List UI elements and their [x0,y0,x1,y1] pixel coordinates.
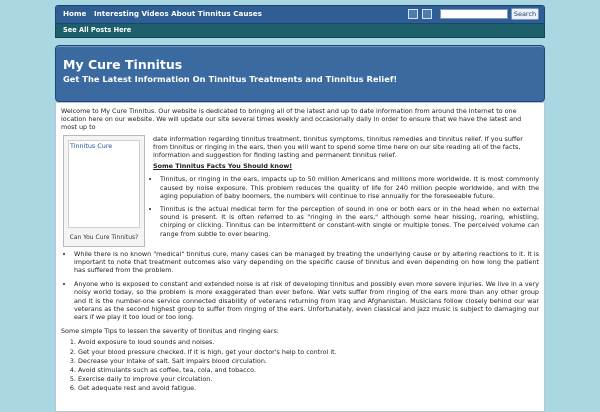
more-facts-list [61,250,539,322]
site-title[interactable]: My Cure Tinnitus [63,57,183,72]
intro-paragraph: Welcome to My Cure Tinnitus. Our website is dedicated to bringing all of the latest and up to date information from around the Internet to one location here on our website. We will update our site several times weekly and occasionally daily in order to ensure that we have the latest and most up to [61,107,522,132]
tip-item: 5. Exercise daily to improve your circulation. [78,375,539,383]
feed-icon[interactable] [422,9,432,19]
tips-intro: Some simple Tips to lessen the severity of tinnitus and ringing ears: [61,327,279,336]
tip-item: 4. Avoid stimulants such as coffee, tea, cola, and tobacco. [78,366,539,374]
facts-list [152,175,539,237]
site-header [55,45,545,102]
image-caption: Can You Cure Tinnitus? [69,234,139,242]
image-link[interactable]: Tinnitus Cure [70,141,113,150]
fact-item: • Tinnitus is the actual medical term for the perception of sound in one or both ears or in the head when no external sound is present. It is often referred to as "ringing in the ears," although some hear hissing, roaring, whistling, chirping or clicking. Tinnitus can be intermittent or constant-with single or multiple tones. The perceived volume can range from subtle to over bearing. [160,205,539,238]
article-image[interactable] [63,135,145,247]
image-placeholder [68,140,140,228]
search-input[interactable] [440,9,508,19]
intro-paragraph-continued: date information regarding tinnitus treatment, tinnitus symptoms, tinnitus remedies and tinnitus relief. If you suffer from tinnitus or ringing in the ears, then you will want to spend some time here on our site reading all of the facts, information and suggestion for finding lasting and permanent tinnitus relief. [153,134,523,160]
site-tagline: Get The Latest Information On Tinnitus Treatments and Tinnitus Relief! [63,74,398,84]
fact-item: • Anyone who is exposed to constant and extended noise is at risk of developing tinnitus and possibly even more severe injuries. We live in a very noisy world today, so the problem is more exaggerated than ever before. War vets suffer from ringing of the ears more than any other group and it is the number-one service connected disability of veterans returning from Iraq and Afghanistan. Musicians follow closely behind our war veterans as the second highest group to suffer from ringing of the ears. Unfortunately, even classical and jazz music is subject to damaging our ears if we play it too loud or too long. [74,280,539,321]
tip-item: 1. Avoid exposure to loud sounds and noises. [78,338,539,346]
fact-item: • While there is no known "medical" tinnitus cure, many cases can be managed by treating the underlying cause or by altering reactions to it. It is important to note that treatment outcomes also vary depending on the specific cause of tinnitus and even depending on how long the patient has suffered from the problem. [74,250,539,275]
fact-item: • Tinnitus, or ringing in the ears, impacts up to 50 million Americans and millions more worldwide. It is most commonly caused by noise exposure. This problem reduces the quality of life for 240 million people worldwide, and with the aging population of baby boomers, the numbers will continue to rise annually for the foreseeable future. [160,175,539,200]
rss-icon[interactable] [408,9,418,19]
nav-home-link[interactable]: Home [63,9,87,18]
top-navigation [55,5,545,24]
page-wrapper [55,5,545,393]
tip-item: 6. Get adequate rest and avoid fatigue. [78,384,539,392]
all-posts-link[interactable]: See All Posts Here [63,26,132,34]
tips-list [61,338,539,392]
sub-navigation [55,24,545,38]
nav-videos-link[interactable]: Interesting Videos About Tinnitus Causes [94,9,262,18]
tip-item: 3. Decrease your intake of salt. Salt impairs blood circulation. [78,357,539,365]
tip-item: 2. Get your blood pressure checked. If it is high, get your doctor's help to control it. [78,348,539,356]
facts-heading: Some Tinnitus Facts You Should know! [153,162,293,171]
search-button[interactable]: Search [511,8,539,20]
main-content [55,102,545,412]
